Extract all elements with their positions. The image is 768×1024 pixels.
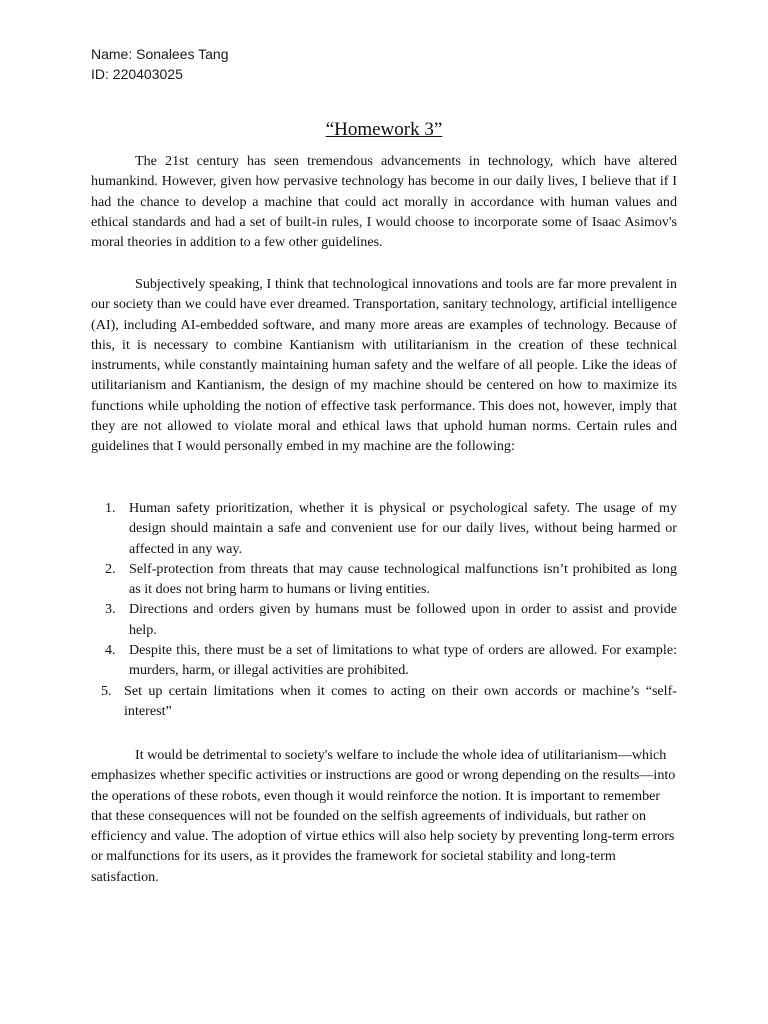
student-name: Name: Sonalees Tang — [91, 46, 229, 62]
student-header — [91, 44, 229, 84]
list-item-text: Human safety prioritization, whether it is physical or psychological safety. The usage of my design should maintain a safe and convenient use for our daily lives, without being harmed or affected in any way. — [129, 500, 677, 557]
list-item-number: 4. — [105, 642, 116, 659]
list-item-number: 5. — [101, 682, 112, 699]
list-item-text: Despite this, there must be a set of limitations to what type of orders are allowed. For example: murders, harm, or illegal activities are prohibited. — [129, 642, 677, 679]
paragraph-text: The 21st century has seen tremendous advancements in technology, which have altered humankind. However, given how pervasive technology has become in our daily lives, I believe that if I had the chance to develop a machine that could act morally in accordance with human values and ethical standards and had a set of built-in rules, I would choose to incorporate some of Isaac Asimov's moral theories in addition to a few other guidelines. — [91, 153, 677, 251]
list-item — [91, 681, 677, 722]
list-item — [91, 498, 677, 559]
paragraph-argument — [91, 274, 677, 457]
student-id: ID: 220403025 — [91, 66, 183, 82]
list-item-text: Set up certain limitations when it comes to acting on their own accords or machine’s “self-interest” — [124, 682, 677, 719]
list-item-text: Directions and orders given by humans must be followed upon in order to assist and provide help. — [129, 601, 677, 638]
paragraph-conclusion — [91, 745, 677, 887]
paragraph-intro — [91, 151, 677, 252]
paragraph-text: It would be detrimental to society's welfare to include the whole idea of utilitarianism—which emphasizes whether specific activities or instructions are good or wrong depending on the results—into the operations of these robots, even though it would reinforce the notion. It is important to remember that these consequences will not be founded on the selfish agreements of individuals, but rather on efficiency and value. The adoption of virtue ethics will also help society by preventing long-term errors or malfunctions for its users, as it provides the framework for societal stability and long-term satisfaction. — [91, 747, 676, 885]
list-item-number: 1. — [105, 500, 116, 516]
document-title: “Homework 3” — [325, 119, 443, 140]
list-item — [91, 559, 677, 600]
list-item — [91, 599, 677, 640]
list-item — [91, 640, 677, 681]
list-item-text: Self-protection from threats that may cause technological malfunctions isn’t prohibited as long as it does not bring harm to humans or living entities. — [129, 560, 677, 598]
list-item-number: 3. — [105, 601, 116, 618]
rules-list — [91, 498, 677, 721]
paragraph-text: Subjectively speaking, I think that technological innovations and tools are far more prevalent in our society than we could have ever dreamed. Transportation, sanitary technology, artificial intelligence (AI), including AI-embedded software, and many more areas are examples of technology. Because of this, it is necessary to combine Kantianism with utilitarianism in the creation of these technical instruments, while constantly maintaining human safety and the welfare of all people. Like the ideas of utilitarianism and Kantianism, the design of my machine should be centered on how to maximize its functions while upholding the notion of effective task performance. This does not, however, imply that they are not allowed to violate moral and ethical laws that uphold human norms. Certain rules and guidelines that I would personally embed in my machine are the following: — [91, 276, 677, 455]
list-item-number: 2. — [105, 560, 116, 577]
